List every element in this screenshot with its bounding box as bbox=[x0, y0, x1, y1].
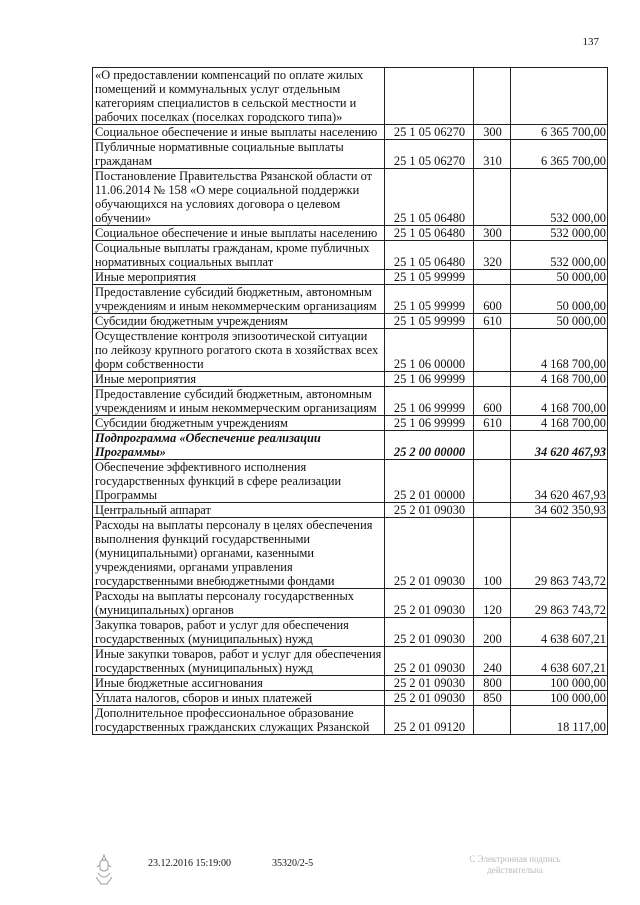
row-code-cell: 25 1 06 99999 bbox=[385, 387, 474, 416]
table-row bbox=[93, 169, 608, 226]
row-type-cell bbox=[474, 503, 511, 518]
row-sum-cell: 100 000,00 bbox=[511, 691, 608, 706]
row-sum-cell: 6 365 700,00 bbox=[511, 125, 608, 140]
row-type-cell: 300 bbox=[474, 226, 511, 241]
row-code-cell: 25 1 06 99999 bbox=[385, 416, 474, 431]
table-row bbox=[93, 676, 608, 691]
row-type-cell: 120 bbox=[474, 589, 511, 618]
row-code-cell: 25 1 05 06480 bbox=[385, 226, 474, 241]
row-code-cell bbox=[385, 68, 474, 125]
row-name-cell: Расходы на выплаты персоналу в целях обеспечения выполнения функций государственными (муниципальными) органами, казенными учреждениями, органами управления государственными внебюджетными фондами bbox=[93, 518, 385, 589]
row-type-cell: 320 bbox=[474, 241, 511, 270]
row-name-cell: Центральный аппарат bbox=[93, 503, 385, 518]
row-name-cell: Постановление Правительства Рязанской области от 11.06.2014 № 158 «О мере социальной поддержки обучающихся на условиях договора о целевом обучении» bbox=[93, 169, 385, 226]
table-row bbox=[93, 460, 608, 503]
row-name-cell: Социальное обеспечение и иные выплаты населению bbox=[93, 226, 385, 241]
row-type-cell: 100 bbox=[474, 518, 511, 589]
row-type-cell: 610 bbox=[474, 314, 511, 329]
row-sum-cell: 50 000,00 bbox=[511, 314, 608, 329]
row-type-cell bbox=[474, 68, 511, 125]
row-type-cell: 200 bbox=[474, 618, 511, 647]
table-row bbox=[93, 372, 608, 387]
row-name-cell: Публичные нормативные социальные выплаты гражданам bbox=[93, 140, 385, 169]
row-sum-cell: 532 000,00 bbox=[511, 241, 608, 270]
row-type-cell bbox=[474, 329, 511, 372]
row-sum-cell: 4 638 607,21 bbox=[511, 618, 608, 647]
row-code-cell: 25 2 01 09030 bbox=[385, 647, 474, 676]
footer-doc-id: 35320/2-5 bbox=[272, 858, 314, 869]
row-sum-cell: 6 365 700,00 bbox=[511, 140, 608, 169]
row-sum-cell: 4 638 607,21 bbox=[511, 647, 608, 676]
row-code-cell: 25 1 05 06270 bbox=[385, 140, 474, 169]
row-code-cell: 25 2 01 09120 bbox=[385, 706, 474, 735]
row-type-cell: 310 bbox=[474, 140, 511, 169]
row-code-cell: 25 2 01 09030 bbox=[385, 518, 474, 589]
table-row bbox=[93, 226, 608, 241]
table-row bbox=[93, 431, 608, 460]
row-name-cell: Дополнительное профессиональное образование государственных гражданских служащих Рязанской bbox=[93, 706, 385, 735]
row-code-cell: 25 2 01 09030 bbox=[385, 589, 474, 618]
row-type-cell bbox=[474, 460, 511, 503]
electronic-signature-stamp: С Электронная подпись действительна bbox=[469, 854, 561, 875]
row-name-cell: Иные бюджетные ассигнования bbox=[93, 676, 385, 691]
row-name-cell: «О предоставлении компенсаций по оплате жилых помещений и коммунальных услуг отдельным категориям специалистов в сельской местности и рабочих поселках (поселках городского типа)» bbox=[93, 68, 385, 125]
row-name-cell: Иные мероприятия bbox=[93, 372, 385, 387]
row-code-cell: 25 2 01 09030 bbox=[385, 618, 474, 647]
row-sum-cell: 29 863 743,72 bbox=[511, 518, 608, 589]
row-name-cell: Субсидии бюджетным учреждениям bbox=[93, 416, 385, 431]
row-sum-cell: 4 168 700,00 bbox=[511, 416, 608, 431]
row-code-cell: 25 1 05 99999 bbox=[385, 314, 474, 329]
budget-table bbox=[92, 67, 608, 735]
row-sum-cell: 34 620 467,93 bbox=[511, 431, 608, 460]
table-row bbox=[93, 140, 608, 169]
table-row bbox=[93, 285, 608, 314]
row-sum-cell: 34 620 467,93 bbox=[511, 460, 608, 503]
row-sum-cell: 4 168 700,00 bbox=[511, 372, 608, 387]
row-sum-cell: 18 117,00 bbox=[511, 706, 608, 735]
table-row bbox=[93, 387, 608, 416]
page-footer bbox=[0, 854, 640, 897]
row-name-cell: Иные закупки товаров, работ и услуг для обеспечения государственных (муниципальных) нужд bbox=[93, 647, 385, 676]
row-type-cell: 600 bbox=[474, 285, 511, 314]
row-sum-cell: 4 168 700,00 bbox=[511, 387, 608, 416]
table-row bbox=[93, 691, 608, 706]
row-code-cell: 25 1 06 00000 bbox=[385, 329, 474, 372]
row-code-cell: 25 1 05 06480 bbox=[385, 169, 474, 226]
row-sum-cell: 50 000,00 bbox=[511, 270, 608, 285]
table-row bbox=[93, 270, 608, 285]
budget-table-body bbox=[93, 68, 608, 735]
row-name-cell: Уплата налогов, сборов и иных платежей bbox=[93, 691, 385, 706]
row-name-cell: Подпрограмма «Обеспечение реализации Программы» bbox=[93, 431, 385, 460]
row-name-cell: Субсидии бюджетным учреждениям bbox=[93, 314, 385, 329]
table-row bbox=[93, 706, 608, 735]
table-row bbox=[93, 618, 608, 647]
row-name-cell: Предоставление субсидий бюджетным, автономным учреждениям и иным некоммерческим организациям bbox=[93, 285, 385, 314]
row-code-cell: 25 1 05 99999 bbox=[385, 270, 474, 285]
row-sum-cell: 34 602 350,93 bbox=[511, 503, 608, 518]
table-row bbox=[93, 647, 608, 676]
table-row bbox=[93, 416, 608, 431]
row-type-cell bbox=[474, 706, 511, 735]
row-code-cell: 25 2 01 09030 bbox=[385, 691, 474, 706]
row-code-cell: 25 1 05 99999 bbox=[385, 285, 474, 314]
row-code-cell: 25 1 05 06480 bbox=[385, 241, 474, 270]
row-name-cell: Осуществление контроля эпизоотической ситуации по лейкозу крупного рогатого скота в хозяйствах всех форм собственности bbox=[93, 329, 385, 372]
table-row bbox=[93, 329, 608, 372]
row-code-cell: 25 1 06 99999 bbox=[385, 372, 474, 387]
row-sum-cell: 532 000,00 bbox=[511, 226, 608, 241]
row-code-cell: 25 2 01 09030 bbox=[385, 503, 474, 518]
row-name-cell: Социальные выплаты гражданам, кроме публичных нормативных социальных выплат bbox=[93, 241, 385, 270]
row-type-cell bbox=[474, 169, 511, 226]
row-sum-cell: 532 000,00 bbox=[511, 169, 608, 226]
row-sum-cell bbox=[511, 68, 608, 125]
seal-icon bbox=[93, 853, 115, 887]
row-name-cell: Иные мероприятия bbox=[93, 270, 385, 285]
row-type-cell: 300 bbox=[474, 125, 511, 140]
row-code-cell: 25 2 01 00000 bbox=[385, 460, 474, 503]
table-row bbox=[93, 68, 608, 125]
row-name-cell: Обеспечение эффективного исполнения государственных функций в сфере реализации Программы bbox=[93, 460, 385, 503]
row-code-cell: 25 1 05 06270 bbox=[385, 125, 474, 140]
row-code-cell: 25 2 00 00000 bbox=[385, 431, 474, 460]
row-sum-cell: 29 863 743,72 bbox=[511, 589, 608, 618]
row-type-cell: 800 bbox=[474, 676, 511, 691]
row-type-cell: 600 bbox=[474, 387, 511, 416]
table-row bbox=[93, 589, 608, 618]
row-name-cell: Предоставление субсидий бюджетным, автономным учреждениям и иным некоммерческим организациям bbox=[93, 387, 385, 416]
table-row bbox=[93, 241, 608, 270]
row-type-cell: 610 bbox=[474, 416, 511, 431]
table-row bbox=[93, 125, 608, 140]
table-row bbox=[93, 518, 608, 589]
row-type-cell: 850 bbox=[474, 691, 511, 706]
row-type-cell: 240 bbox=[474, 647, 511, 676]
table-row bbox=[93, 314, 608, 329]
row-type-cell bbox=[474, 372, 511, 387]
row-code-cell: 25 2 01 09030 bbox=[385, 676, 474, 691]
row-type-cell bbox=[474, 431, 511, 460]
footer-date: 23.12.2016 15:19:00 bbox=[148, 858, 232, 869]
table-row bbox=[93, 503, 608, 518]
row-sum-cell: 100 000,00 bbox=[511, 676, 608, 691]
row-sum-cell: 4 168 700,00 bbox=[511, 329, 608, 372]
row-name-cell: Расходы на выплаты персоналу государственных (муниципальных) органов bbox=[93, 589, 385, 618]
row-name-cell: Социальное обеспечение и иные выплаты населению bbox=[93, 125, 385, 140]
row-sum-cell: 50 000,00 bbox=[511, 285, 608, 314]
page-number: 137 bbox=[582, 36, 599, 48]
row-type-cell bbox=[474, 270, 511, 285]
row-name-cell: Закупка товаров, работ и услуг для обеспечения государственных (муниципальных) нужд bbox=[93, 618, 385, 647]
